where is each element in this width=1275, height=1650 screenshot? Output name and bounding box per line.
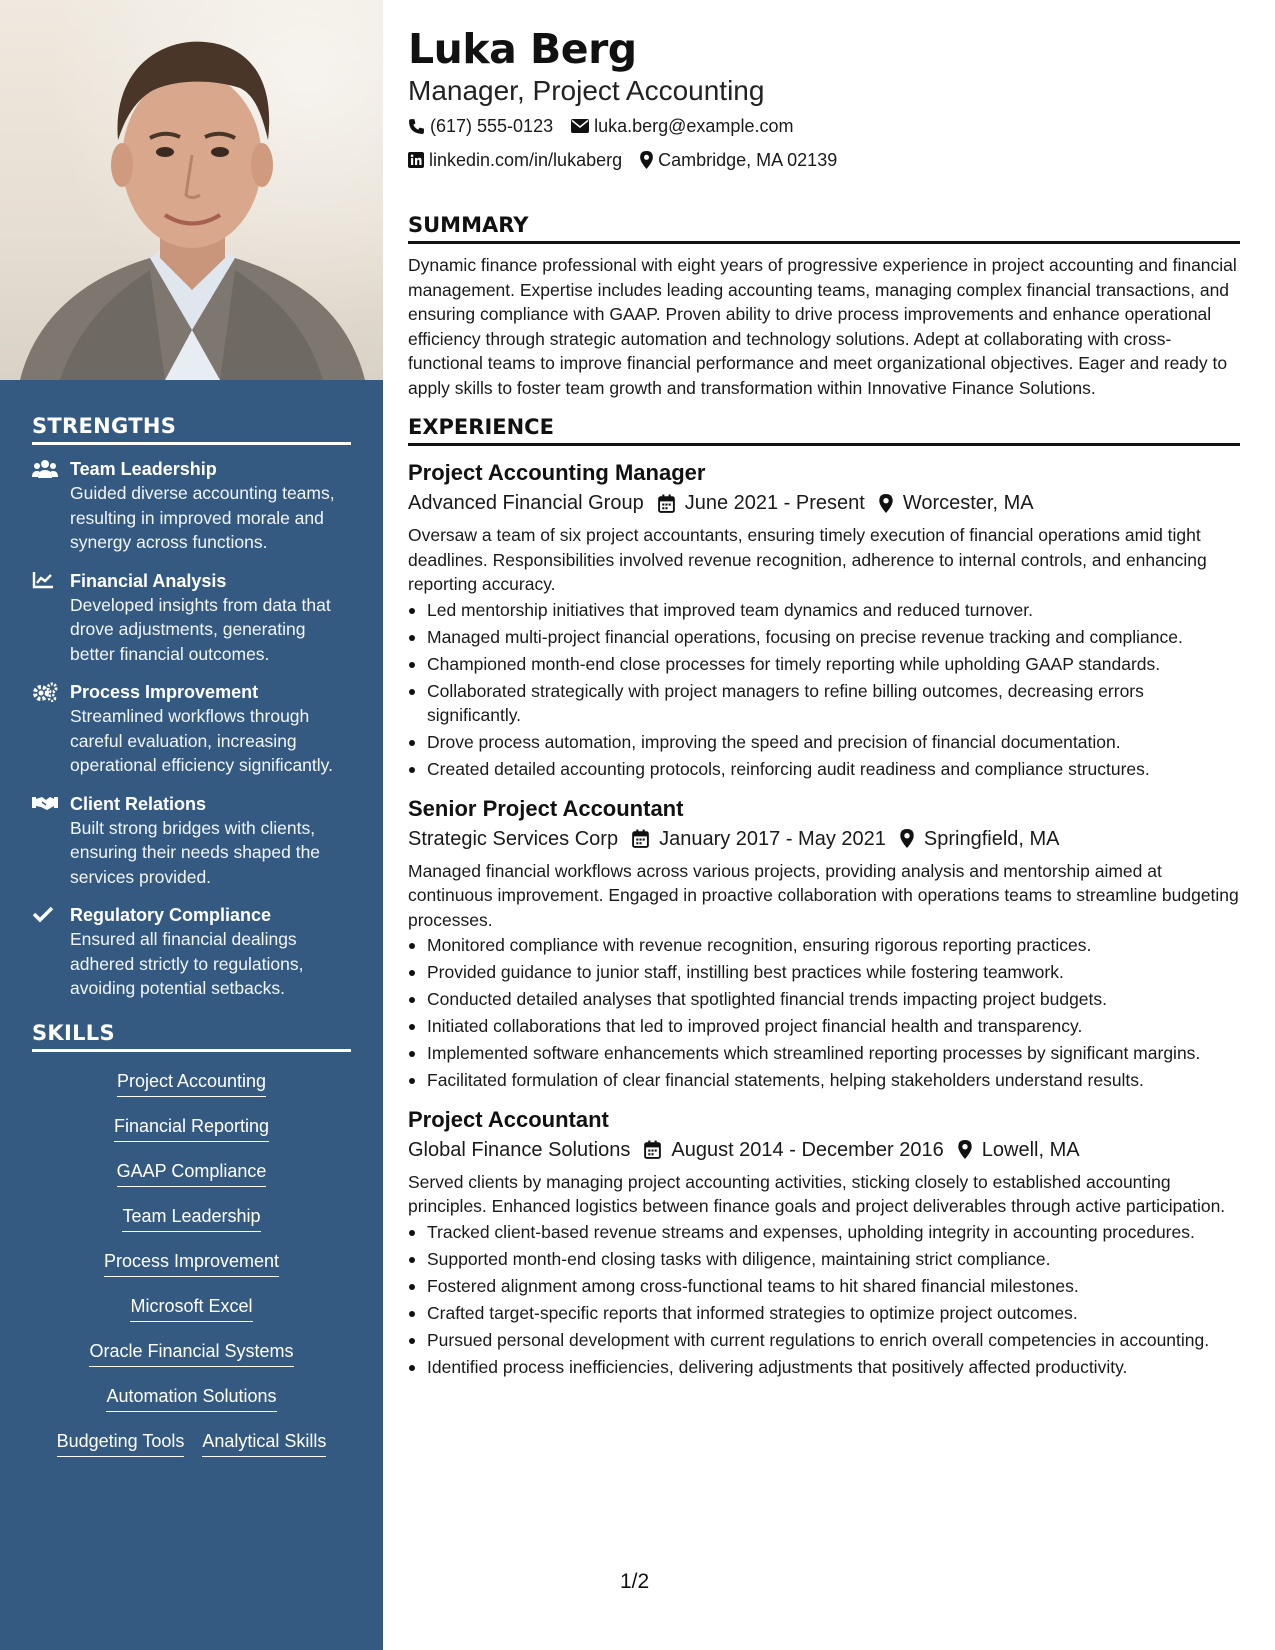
list-item: Led mentorship initiatives that improved team dynamics and reduced turnover.: [408, 598, 1240, 623]
job-title: Project Accounting Manager: [408, 460, 706, 485]
location-text: Cambridge, MA 02139: [658, 150, 838, 170]
email-contact[interactable]: [571, 110, 793, 142]
job-dates: [644, 1135, 943, 1165]
phone-text: (617) 555-0123: [430, 116, 554, 136]
page-number: 1/2: [620, 1570, 650, 1593]
envelope-icon: [571, 119, 589, 133]
job-company: Global Finance Solutions: [408, 1138, 631, 1161]
chart-line-icon: [32, 569, 70, 667]
strength-desc: Developed insights from data that drove adjustments, generating better financial outcomes.: [70, 594, 331, 664]
strength-title: Financial Analysis: [70, 570, 227, 591]
map-pin-icon: [900, 829, 914, 848]
skill-tag: Automation Solutions: [106, 1383, 276, 1412]
list-item: Conducted detailed analyses that spotlighted financial trends impacting project budgets.: [408, 987, 1240, 1012]
job-location-text: Lowell, MA: [981, 1138, 1080, 1161]
list-item: Pursued personal development with current regulations to enrich overall competencies in accounting.: [408, 1328, 1240, 1353]
job-title: Senior Project Accountant: [408, 795, 684, 821]
skill-tag: Financial Reporting: [114, 1113, 269, 1142]
map-pin-icon: [879, 494, 893, 513]
experience-heading: EXPERIENCE: [408, 414, 1240, 446]
email-text[interactable]: luka.berg@example.com: [594, 116, 794, 136]
job-meta: [408, 1135, 1240, 1165]
job-location-text: Worcester, MA: [902, 492, 1034, 514]
sidebar: [0, 0, 383, 1650]
job-entry: [408, 1105, 1240, 1380]
job-entry: [408, 794, 1240, 1093]
location-contact: [640, 144, 837, 176]
strength-title: Team Leadership: [70, 459, 217, 479]
strength-item: [32, 792, 351, 890]
main-content: [408, 24, 1240, 1382]
skill-tag: GAAP Compliance: [117, 1158, 267, 1187]
strengths-heading: STRENGTHS: [32, 414, 351, 445]
candidate-title: Manager, Project Accounting: [408, 75, 765, 106]
strength-item: [32, 903, 351, 1001]
list-item: Facilitated formulation of clear financial statements, helping stakeholders understand results.: [408, 1068, 1240, 1093]
list-item: Fostered alignment among cross-functional teams to hit shared financial milestones.: [408, 1274, 1240, 1299]
strength-item: [32, 457, 351, 555]
skill-tag: Microsoft Excel: [130, 1293, 252, 1322]
strength-desc: Ensured all financial dealings adhered strictly to regulations, avoiding potential setbacks.: [70, 929, 304, 998]
job-dates: [658, 488, 865, 518]
job-dates-text: January 2017 - May 2021: [659, 827, 886, 850]
strength-title: Client Relations: [70, 793, 207, 814]
skills-heading: SKILLS: [32, 1021, 351, 1052]
skills-section: [0, 1021, 383, 1473]
list-item: Championed month-end close processes for timely reporting while upholding GAAP standards.: [408, 652, 1240, 677]
list-item: Managed multi-project financial operations, focusing on precise revenue tracking and compliance.: [408, 625, 1240, 650]
check-icon: [32, 903, 70, 1001]
job-dates-text: August 2014 - December 2016: [671, 1138, 944, 1161]
strength-item: [32, 680, 351, 778]
map-pin-icon: [958, 1140, 972, 1159]
list-item: Identified process inefficiencies, delivering adjustments that positively affected productivity.: [408, 1355, 1240, 1380]
strength-desc: Streamlined workflows through careful evaluation, increasing operational efficiency significantly.: [70, 706, 333, 775]
skill-tag: Team Leadership: [122, 1203, 260, 1232]
strength-desc: Guided diverse accounting teams, resulting in improved morale and synergy across functions.: [70, 483, 335, 552]
job-description: Served clients by managing project accounting activities, sticking closely to established accounting principles. Enhanced logistics between finance goals and project deliverables through active participation.: [408, 1171, 1226, 1216]
job-dates: [632, 824, 886, 854]
users-icon: [32, 457, 70, 555]
skill-tag: Budgeting Tools: [57, 1428, 185, 1457]
job-company: Advanced Financial Group: [408, 492, 644, 514]
job-description: Oversaw a team of six project accountants, ensuring timely execution of financial operations amid tight deadlines. Responsibilities involved revenue recognition, adherence to internal controls, and enhancing reporting accuracy.: [408, 525, 1207, 594]
calendar-icon: [658, 494, 675, 513]
calendar-icon: [644, 1140, 661, 1159]
job-location: [879, 488, 1034, 518]
skill-tag: Project Accounting: [117, 1068, 266, 1097]
summary-section: [408, 212, 1240, 400]
gears-icon: [32, 680, 70, 778]
list-item: Provided guidance to junior staff, instilling best practices while fostering teamwork.: [408, 960, 1240, 985]
contact-row-2: [408, 144, 1240, 176]
strengths-section: [0, 414, 383, 1001]
summary-text: Dynamic finance professional with eight years of progressive experience in project accounting and financial management. Expertise includes leading accounting teams, managing complex financial transactions, and ensuring compliance with GAAP. Proven ability to drive process improvements and enhance operational efficiency through strategic automation and technology solutions. Adept at collaborating with cross-functional teams to improve financial performance and meet organizational objectives. Eager and ready to apply skills to foster team growth and transformation within Innovative Finance Solutions.: [408, 255, 1237, 398]
strength-desc: Built strong bridges with clients, ensuring their needs shaped the services provided.: [70, 817, 321, 887]
list-item: Created detailed accounting protocols, reinforcing audit readiness and compliance structures.: [408, 757, 1240, 782]
list-item: Supported month-end closing tasks with diligence, maintaining strict compliance.: [408, 1247, 1240, 1272]
list-item: Monitored compliance with revenue recognition, ensuring rigorous reporting practices.: [408, 933, 1240, 958]
map-pin-icon: [640, 151, 653, 169]
phone-icon: [408, 118, 425, 135]
job-location: [900, 824, 1060, 854]
job-company: Strategic Services Corp: [408, 827, 619, 850]
job-title: Project Accountant: [408, 1106, 609, 1132]
list-item: Crafted target-specific reports that informed strategies to optimize project outcomes.: [408, 1301, 1240, 1326]
job-bullets: [408, 598, 1240, 782]
list-item: Implemented software enhancements which streamlined reporting processes by significant margins.: [408, 1041, 1240, 1066]
job-dates-text: June 2021 - Present: [684, 492, 865, 514]
job-bullets: [408, 1220, 1240, 1380]
job-meta: [408, 824, 1240, 854]
strength-title: Regulatory Compliance: [70, 905, 272, 925]
candidate-name: Luka Berg: [408, 25, 637, 73]
job-meta: [408, 488, 1240, 518]
skill-tag: Oracle Financial Systems: [89, 1338, 293, 1367]
handshake-icon: [32, 792, 70, 890]
portrait-illustration: [0, 0, 383, 380]
job-location: [958, 1135, 1080, 1165]
strength-title: Process Improvement: [70, 682, 259, 702]
skills-list: [32, 1064, 351, 1473]
list-item: Collaborated strategically with project managers to refine billing outcomes, decreasing errors significantly.: [408, 679, 1240, 728]
calendar-icon: [632, 829, 649, 848]
job-entry: [408, 458, 1240, 782]
skill-tag: Analytical Skills: [202, 1428, 326, 1457]
job-location-text: Springfield, MA: [923, 827, 1060, 850]
job-bullets: [408, 933, 1240, 1093]
linkedin-contact[interactable]: [408, 144, 622, 176]
linkedin-icon: [408, 152, 424, 168]
skill-tag: Process Improvement: [104, 1248, 279, 1277]
experience-section: [408, 414, 1240, 1379]
list-item: Tracked client-based revenue streams and expenses, upholding integrity in accounting procedures.: [408, 1220, 1240, 1245]
profile-photo: [0, 0, 383, 380]
strength-item: [32, 569, 351, 667]
job-description: Managed financial workflows across various projects, providing analysis and mentorship aimed at continuous improvement. Engaged in proactive collaboration with operations teams to streamline budgeting processes.: [408, 860, 1239, 930]
linkedin-text[interactable]: linkedin.com/in/lukaberg: [429, 150, 623, 170]
phone-contact: [408, 110, 553, 142]
summary-heading: SUMMARY: [408, 212, 1240, 244]
list-item: Initiated collaborations that led to improved project financial health and transparency.: [408, 1014, 1240, 1039]
list-item: Drove process automation, improving the speed and precision of financial documentation.: [408, 730, 1240, 755]
contact-row: [408, 110, 1240, 142]
